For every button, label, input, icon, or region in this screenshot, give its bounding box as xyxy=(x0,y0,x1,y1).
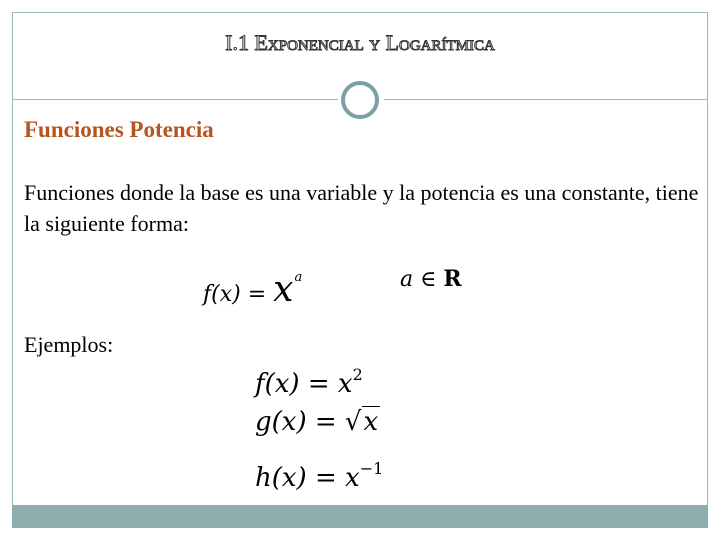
real-numbers-symbol: R xyxy=(443,266,462,292)
ring-ornament-icon xyxy=(341,81,379,119)
definition-base: x xyxy=(273,269,294,310)
example-f-lhs: f(x) = x xyxy=(255,369,353,399)
examples-label: Ejemplos: xyxy=(24,332,114,357)
example-formula-g xyxy=(255,404,380,440)
definition-lhs: f(x) = xyxy=(203,282,267,307)
example-f-exponent: 2 xyxy=(352,365,363,384)
example-h-lhs: h(x) = x xyxy=(255,463,360,493)
example-formula-f xyxy=(255,357,363,402)
header-divider-left xyxy=(12,99,338,100)
example-formula-h xyxy=(255,451,383,496)
condition-variable: a ∈ xyxy=(400,267,437,292)
intro-paragraph: Funciones donde la base es una variable y la potencia es una constante, tiene la siguiente forma: xyxy=(24,180,699,236)
sqrt-symbol xyxy=(345,404,380,440)
definition-exponent: a xyxy=(294,270,303,285)
slide-header-title: I.1 Exponencial y Logarítmica xyxy=(225,30,495,55)
power-function-definition xyxy=(203,258,302,315)
example-h-exponent: −1 xyxy=(359,459,384,478)
section-title: Funciones Potencia xyxy=(24,117,214,142)
header-divider-right xyxy=(384,99,708,100)
exponent-domain-condition xyxy=(400,264,462,295)
example-g-lhs: g(x) = xyxy=(255,407,345,437)
radical-sign: √ xyxy=(344,407,362,437)
footer-bar xyxy=(12,505,708,528)
radicand: x xyxy=(363,407,379,437)
